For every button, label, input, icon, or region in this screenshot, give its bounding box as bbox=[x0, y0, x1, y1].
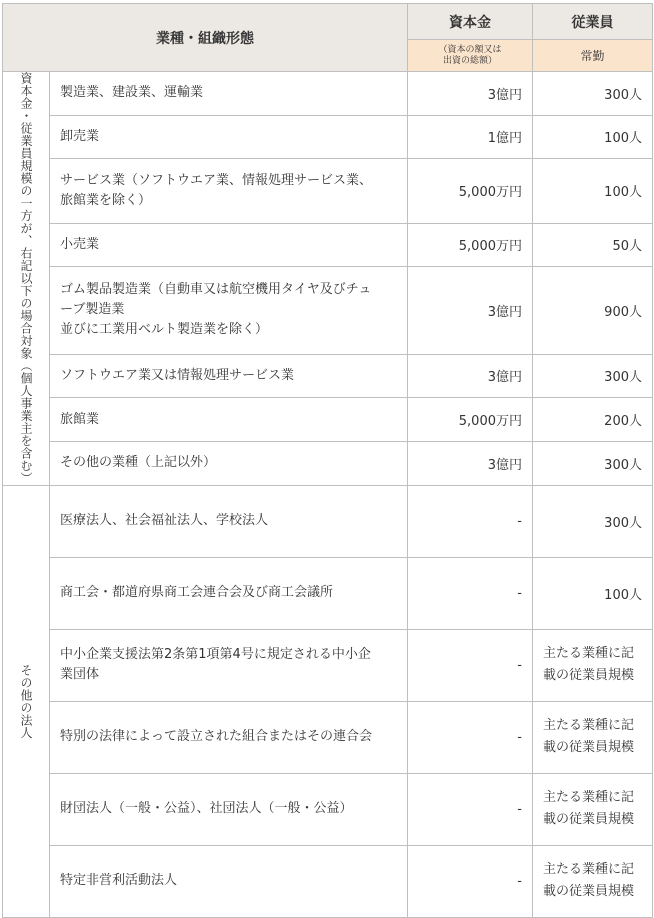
employees-cell: 100人 bbox=[533, 557, 653, 629]
table-row bbox=[3, 159, 653, 223]
category-cell: ソフトウエア業又は情報処理サービス業 bbox=[50, 354, 408, 398]
category-cell: 特別の法律によって設立された組合またはその連合会 bbox=[50, 701, 408, 773]
capital-cell: - bbox=[408, 701, 533, 773]
category-cell: 卸売業 bbox=[50, 115, 408, 159]
table-row bbox=[3, 72, 653, 116]
capital-cell: - bbox=[408, 557, 533, 629]
table-row bbox=[3, 557, 653, 629]
table-row bbox=[3, 267, 653, 354]
table-row bbox=[3, 845, 653, 917]
sme-definition-table bbox=[2, 3, 653, 918]
table-row bbox=[3, 223, 653, 267]
employees-cell: 主たる業種に記 載の従業員規模 bbox=[533, 701, 653, 773]
employees-cell: 300人 bbox=[533, 485, 653, 557]
category-cell: 医療法人、社会福祉法人、学校法人 bbox=[50, 485, 408, 557]
employees-cell: 100人 bbox=[533, 115, 653, 159]
table-row bbox=[3, 485, 653, 557]
category-cell: 特定非営利活動法人 bbox=[50, 845, 408, 917]
capital-cell: - bbox=[408, 629, 533, 701]
category-cell: その他の業種（上記以外） bbox=[50, 441, 408, 485]
category-cell: 製造業、建設業、運輸業 bbox=[50, 72, 408, 116]
category-cell: 商工会・都道府県商工会連合会及び商工会議所 bbox=[50, 557, 408, 629]
table-row bbox=[3, 701, 653, 773]
employees-cell: 主たる業種に記 載の従業員規模 bbox=[533, 845, 653, 917]
capital-cell: - bbox=[408, 485, 533, 557]
table-row bbox=[3, 398, 653, 442]
category-cell: 中小企業支援法第2条第1項第4号に規定される中小企 業団体 bbox=[50, 629, 408, 701]
table-row bbox=[3, 629, 653, 701]
employees-cell: 100人 bbox=[533, 159, 653, 223]
category-cell: 旅館業 bbox=[50, 398, 408, 442]
capital-cell: 1億円 bbox=[408, 115, 533, 159]
category-cell: サービス業（ソフトウエア業、情報処理サービス業、 旅館業を除く） bbox=[50, 159, 408, 223]
category-header: 業種・組織形態 bbox=[3, 4, 408, 72]
category-cell: 財団法人（一般・公益）、社団法人（一般・公益） bbox=[50, 773, 408, 845]
employees-cell: 主たる業種に記 載の従業員規模 bbox=[533, 629, 653, 701]
capital-cell: 3億円 bbox=[408, 72, 533, 116]
capital-cell: - bbox=[408, 845, 533, 917]
category-cell: 小売業 bbox=[50, 223, 408, 267]
capital-cell: - bbox=[408, 773, 533, 845]
employees-cell: 主たる業種に記 載の従業員規模 bbox=[533, 773, 653, 845]
capital-cell: 3億円 bbox=[408, 354, 533, 398]
capital-cell: 5,000万円 bbox=[408, 159, 533, 223]
employees-cell: 300人 bbox=[533, 72, 653, 116]
group-label-text: 資本金・従業員規模の一方が、右記以下の場合対象（個人事業主を含む） bbox=[19, 72, 33, 485]
group-label-text: その他の法人 bbox=[19, 663, 33, 739]
group-label-general bbox=[3, 72, 50, 486]
capital-cell: 3億円 bbox=[408, 267, 533, 354]
category-cell: ゴム製品製造業（自動車又は航空機用タイヤ及びチュ ーブ製造業 並びに工業用ベルト製造業を除く） bbox=[50, 267, 408, 354]
table-row bbox=[3, 441, 653, 485]
capital-cell: 5,000万円 bbox=[408, 223, 533, 267]
group-label-other bbox=[3, 485, 50, 917]
capital-cell: 5,000万円 bbox=[408, 398, 533, 442]
employees-cell: 300人 bbox=[533, 354, 653, 398]
capital-cell: 3億円 bbox=[408, 441, 533, 485]
table-row bbox=[3, 354, 653, 398]
employees-cell: 900人 bbox=[533, 267, 653, 354]
employees-cell: 300人 bbox=[533, 441, 653, 485]
table-row bbox=[3, 115, 653, 159]
table-row bbox=[3, 773, 653, 845]
employees-cell: 200人 bbox=[533, 398, 653, 442]
employees-header: 従業員 bbox=[533, 4, 653, 40]
capital-subheader: （資本の額又は 出資の総額） bbox=[408, 40, 533, 72]
employees-subheader: 常勤 bbox=[533, 40, 653, 72]
capital-header: 資本金 bbox=[408, 4, 533, 40]
employees-cell: 50人 bbox=[533, 223, 653, 267]
